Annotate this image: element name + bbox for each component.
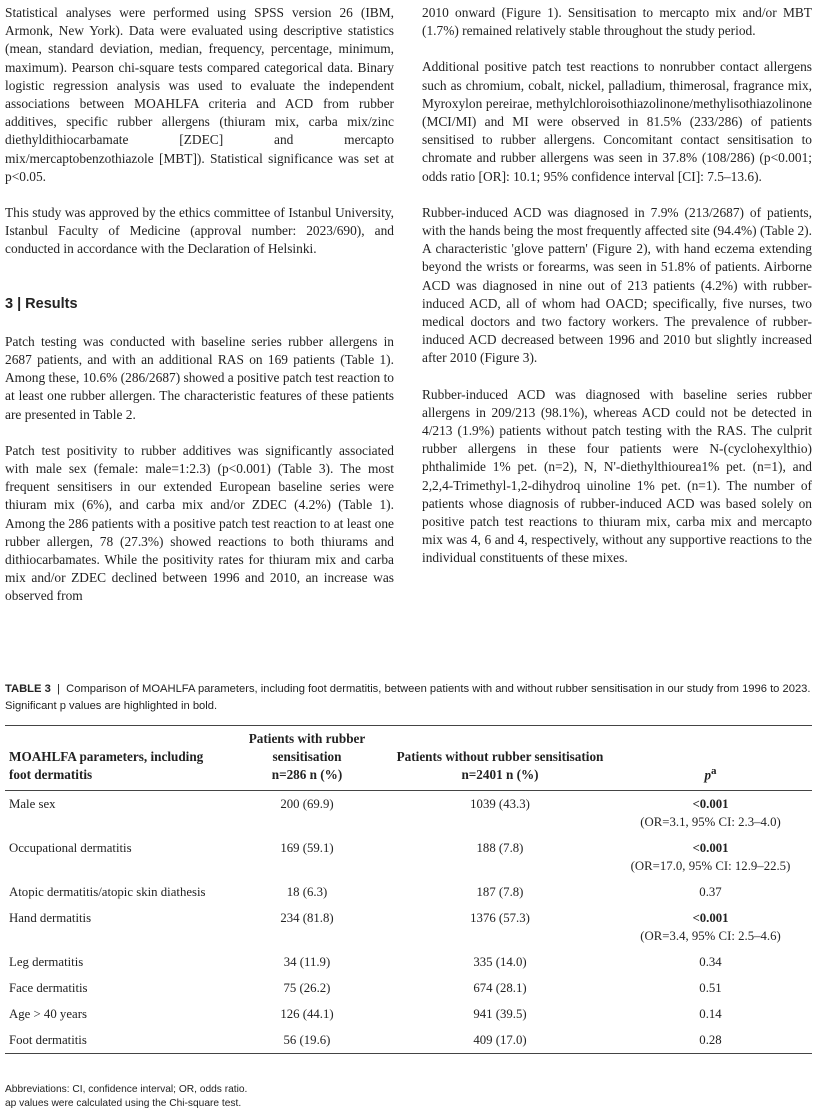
table-caption: TABLE 3 | Comparison of MOAHLFA parameters, including foot dermatitis, between patients with and without rubber sensitisation in our study from 1996 to 2023. Significant p values are highlighted in bold. <box>5 683 811 712</box>
results-paragraph-1: Patch testing was conducted with baseline series rubber allergens in 2687 patients, and with an additional RAS on 169 patients (Table 1). Among these, 10.6% (286/2687) showed a positive patch test reaction to at least one rubber allergen. The characteristic features of these patients are presented in Table 2. <box>5 333 394 422</box>
header-without-rubber: Patients without rubber sensitisation n=2401 n (%) <box>396 749 604 782</box>
row-without-value: 335 (14.0) <box>473 955 527 969</box>
row-parameter: Leg dermatitis <box>9 955 84 969</box>
row-p-value <box>609 835 812 879</box>
odds-ratio-note: (OR=3.1, 95% CI: 2.3–4.0) <box>640 815 781 829</box>
row-without-value: 674 (28.1) <box>473 981 527 995</box>
ethics-paragraph: This study was approved by the ethics committee of Istanbul University, Istanbul Faculty of Medicine (approval number: 2023/690), and conducted in accordance with the Declaration of Helsinki. <box>5 205 394 257</box>
row-with-value: 200 (69.9) <box>280 797 334 811</box>
row-parameter: Hand dermatitis <box>9 911 92 925</box>
table-footnotes <box>5 1083 247 1111</box>
p-value: <0.001 <box>692 797 729 811</box>
row-without-value: 941 (39.5) <box>473 1007 527 1021</box>
table-row <box>5 905 812 949</box>
row-p-value <box>609 791 812 836</box>
odds-ratio-note: (OR=17.0, 95% CI: 12.9–22.5) <box>630 859 791 873</box>
p-value: 0.37 <box>699 885 722 899</box>
table-row <box>5 949 812 975</box>
methods-statistics-paragraph: Statistical analyses were performed using SPSS version 26 (IBM, Armonk, New York). Data were evaluated using descriptive statistics (mean, standard deviation, median, frequency, percentage, minimum, maximum). Pearson chi-square tests compared categorical data. Binary logistic regression analysis was used to evaluate the independent associations between MOAHLFA criteria and ACD from rubber additives, specific rubber allergens (thiuram mix, carba mix/zinc diethyldithiocarbamate [ZDEC] and mercapto mix/mercaptobenzothiazole [MBT]). Statistical significance was set at p<0.05. <box>5 5 394 184</box>
row-p-value <box>609 879 812 905</box>
header-with-rubber: Patients with rubber sensitisation n=286 n (%) <box>248 731 366 782</box>
row-parameter: Occupational dermatitis <box>9 841 132 855</box>
moahlfa-table <box>5 725 812 1054</box>
p-value: 0.34 <box>699 955 722 969</box>
footnote-abbreviations: Abbreviations: CI, confidence interval; OR, odds ratio. <box>5 1084 248 1095</box>
row-p-value <box>609 975 812 1001</box>
table-row <box>5 879 812 905</box>
p-value: 0.51 <box>699 981 722 995</box>
results-paragraph-2: Patch test positivity to rubber additives was significantly associated with male sex (female: male=1:2.3) (p<0.001) (Table 3). The most frequent sensitisers in our extended European baseline series were thiuram mix (6%), and carba mix and/or ZDEC (4.2%) (Table 1). Among the 286 patients with a positive patch test reaction to at least one rubber allergen, 78 (27.3%) showed reactions to both thiurams and dithiocarbamates. While the positivity rates for thiuram mix and carba mix and/or ZDEC declined between 1996 and 2010, an increase was observed from <box>5 442 394 604</box>
table-row <box>5 835 812 879</box>
row-with-value: 75 (26.2) <box>283 981 331 995</box>
odds-ratio-note: (OR=3.4, 95% CI: 2.5–4.6) <box>640 929 781 943</box>
row-parameter: Atopic dermatitis/atopic skin diathesis <box>9 885 206 899</box>
p-value: <0.001 <box>692 911 729 925</box>
row-p-value <box>609 1001 812 1027</box>
row-without-value: 188 (7.8) <box>476 841 524 855</box>
header-p-value: $p^a$ <box>704 764 717 782</box>
table-row <box>5 1001 812 1027</box>
row-with-value: 56 (19.6) <box>283 1033 331 1047</box>
results-paragraph-5: Rubber-induced ACD was diagnosed in 7.9% (213/2687) of patients, with the hands being the most frequently affected site (94.4%) (Table 2). A characteristic 'glove pattern' (Figure 2), with hand eczema extending beyond the wrists or forearms, was seen in 51.8% of patients. Airborne ACD was diagnosed in nine out of 213 patients (4.2%) with rubber-induced ACD, all of whom had OACD; specifically, five nurses, two medical doctors and two factory workers. The prevalence of rubber-induced ACD decreased between 1996 and 2010 but slightly increased after 2010 (Figure 3). <box>422 204 812 366</box>
table-body <box>5 791 812 1054</box>
p-value: 0.14 <box>699 1007 722 1021</box>
row-without-value: 1376 (57.3) <box>470 911 530 925</box>
results-section-heading: 3 | Results <box>5 295 78 312</box>
row-with-value: 126 (44.1) <box>280 1007 334 1021</box>
table-label: TABLE 3 <box>5 683 51 695</box>
row-p-value <box>609 949 812 975</box>
left-column <box>5 4 394 624</box>
header-parameters: MOAHLFA parameters, including foot dermatitis <box>9 749 204 782</box>
table-row <box>5 1027 812 1054</box>
footnote-p-values: ap values were calculated using the Chi-square test. <box>5 1098 242 1109</box>
row-parameter: Age > 40 years <box>9 1007 87 1021</box>
row-without-value: 1039 (43.3) <box>470 797 530 811</box>
row-parameter: Foot dermatitis <box>9 1033 87 1047</box>
results-paragraph-3: 2010 onward (Figure 1). Sensitisation to mercapto mix and/or MBT (1.7%) remained relatively stable throughout the study period. <box>422 5 812 39</box>
row-p-value <box>609 905 812 949</box>
results-paragraph-4: Additional positive patch test reactions to nonrubber contact allergens such as chromium, cobalt, nickel, palladium, thimerosal, fragrance mix, Myroxylon pereirae, methylchloroisothiazolinone/methylisothiazolinone (MCI/MI) and MI were observed in 81.5% (233/286) of patients sensitised to rubber allergens. Concomitant contact sensitisation to chromate and rubber allergens was seen in 37.8% (108/286) (p<0.001; odds ratio [OR]: 10.1; 95% confidence interval [CI]: 7.5–13.6). <box>422 59 812 184</box>
row-p-value <box>609 1027 812 1054</box>
row-without-value: 187 (7.8) <box>476 885 524 899</box>
table-row <box>5 791 812 836</box>
row-without-value: 409 (17.0) <box>473 1033 527 1047</box>
right-column <box>422 4 812 586</box>
p-value: <0.001 <box>692 841 729 855</box>
row-with-value: 234 (81.8) <box>280 911 334 925</box>
table-row <box>5 975 812 1001</box>
table-header-row <box>5 726 812 791</box>
table-caption-text: Comparison of MOAHLFA parameters, including foot dermatitis, between patients with and without rubber sensitisation in our study from 1996 to 2023. Significant p values are highlighted in bold. <box>5 683 811 712</box>
row-with-value: 34 (11.9) <box>283 955 331 969</box>
row-parameter: Male sex <box>9 797 56 811</box>
row-with-value: 169 (59.1) <box>280 841 334 855</box>
row-with-value: 18 (6.3) <box>286 885 328 899</box>
row-parameter: Face dermatitis <box>9 981 88 995</box>
results-paragraph-6: Rubber-induced ACD was diagnosed with baseline series rubber allergens in 209/213 (98.1%), whereas ACD could not be detected in 4/213 (1.9%) patients without patch testing with the RAS. The culprit rubber allergens in these four patients were N-(cyclohexylthio) phthalimide 1% pet. (n=2), N, N'-diethylthiourea1% pet. (n=1), and 2,2,4-Trimethyl-1,2-dihydroq uinoline 1% pet. (n=1). The number of patients whose diagnosis of rubber-induced ACD was based solely on positive patch test reactions to thiuram mix, carba mix and mercapto mix was 4, 6 and 4, respectively, without any supportive reactions to the individual constituents of these mixes. <box>422 386 812 566</box>
p-value: 0.28 <box>699 1033 722 1047</box>
